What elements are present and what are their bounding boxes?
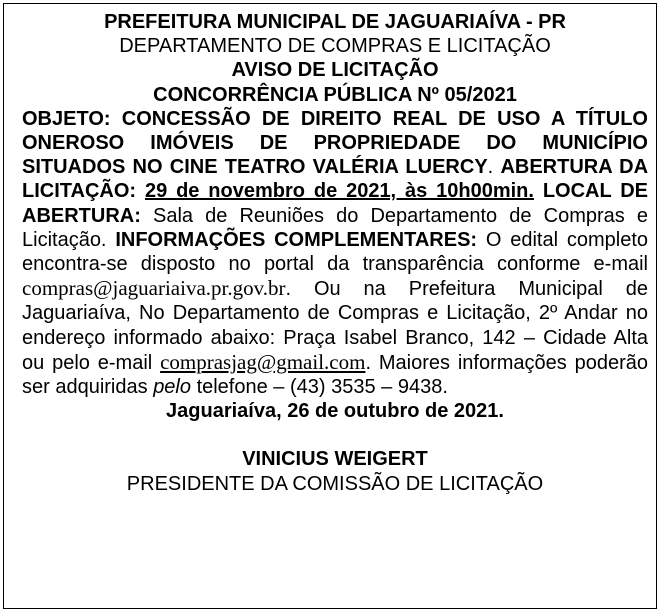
abertura-date: 29 de novembro de 2021, às 10h00min. bbox=[144, 180, 534, 203]
objeto-text: CONCESSÃO DE DIREITO REAL DE USO A TÍTULO ONEROSO IMÓVEIS DE PROPRIEDADE DO MUNICÍPIO SITUADOS NO CINE TEATRO VALÉRIA LUERCY bbox=[22, 107, 648, 179]
phone-text: telefone – (43) 3535 – 9438. bbox=[196, 376, 448, 399]
notice-content bbox=[22, 10, 648, 496]
licitacao-notice bbox=[3, 3, 657, 609]
info-text-2: . Ou na Prefeitura Municipal de Jaguariaíva, No Departamento de Compras e Licitação, 2º Andar no endereço informado abaixo: Praça Isabel Branco, 142 – Cidade Alta ou pelo e-mail bbox=[22, 278, 648, 374]
pelo-italic: pelo bbox=[153, 376, 191, 399]
header-prefeitura: PREFEITURA MUNICIPAL DE JAGUARIAÍVA - PR bbox=[104, 11, 566, 33]
header-aviso: AVISO DE LICITAÇÃO bbox=[231, 59, 439, 82]
objeto-end: . bbox=[487, 156, 494, 179]
info-text: O edital completo encontra-se disposto no portal da transparência conforme e-mail bbox=[22, 228, 649, 276]
signer-name: VINICIUS WEIGERT bbox=[242, 448, 428, 471]
info-text-3: . Maiores informações poderão ser adquiridas bbox=[22, 351, 648, 399]
email-comprasjag-link[interactable]: comprasjag@gmail.com bbox=[160, 349, 366, 374]
header-concorrencia: CONCORRÊNCIA PÚBLICA Nº 05/2021 bbox=[153, 83, 517, 106]
header-departamento: DEPARTAMENTO DE COMPRAS E LICITAÇÃO bbox=[119, 35, 551, 58]
objeto-label: OBJETO: bbox=[22, 107, 111, 130]
abertura-label: ABERTURA DA LICITAÇÃO: bbox=[22, 156, 649, 203]
email-compras-link[interactable]: compras@jaguariaiva.pr.gov.br bbox=[22, 276, 286, 301]
local-label: LOCAL DE ABERTURA: bbox=[22, 180, 649, 227]
place-date: Jaguariaíva, 26 de outubro de 2021. bbox=[166, 400, 504, 423]
signer-title: PRESIDENTE DA COMISSÃO DE LICITAÇÃO bbox=[126, 472, 544, 495]
notice-body bbox=[22, 107, 648, 399]
spacer bbox=[22, 423, 648, 447]
local-text: Sala de Reuniões do Departamento de Compras e Licitação. bbox=[22, 204, 648, 251]
info-label: INFORMAÇÕES COMPLEMENTARES: bbox=[115, 228, 478, 251]
